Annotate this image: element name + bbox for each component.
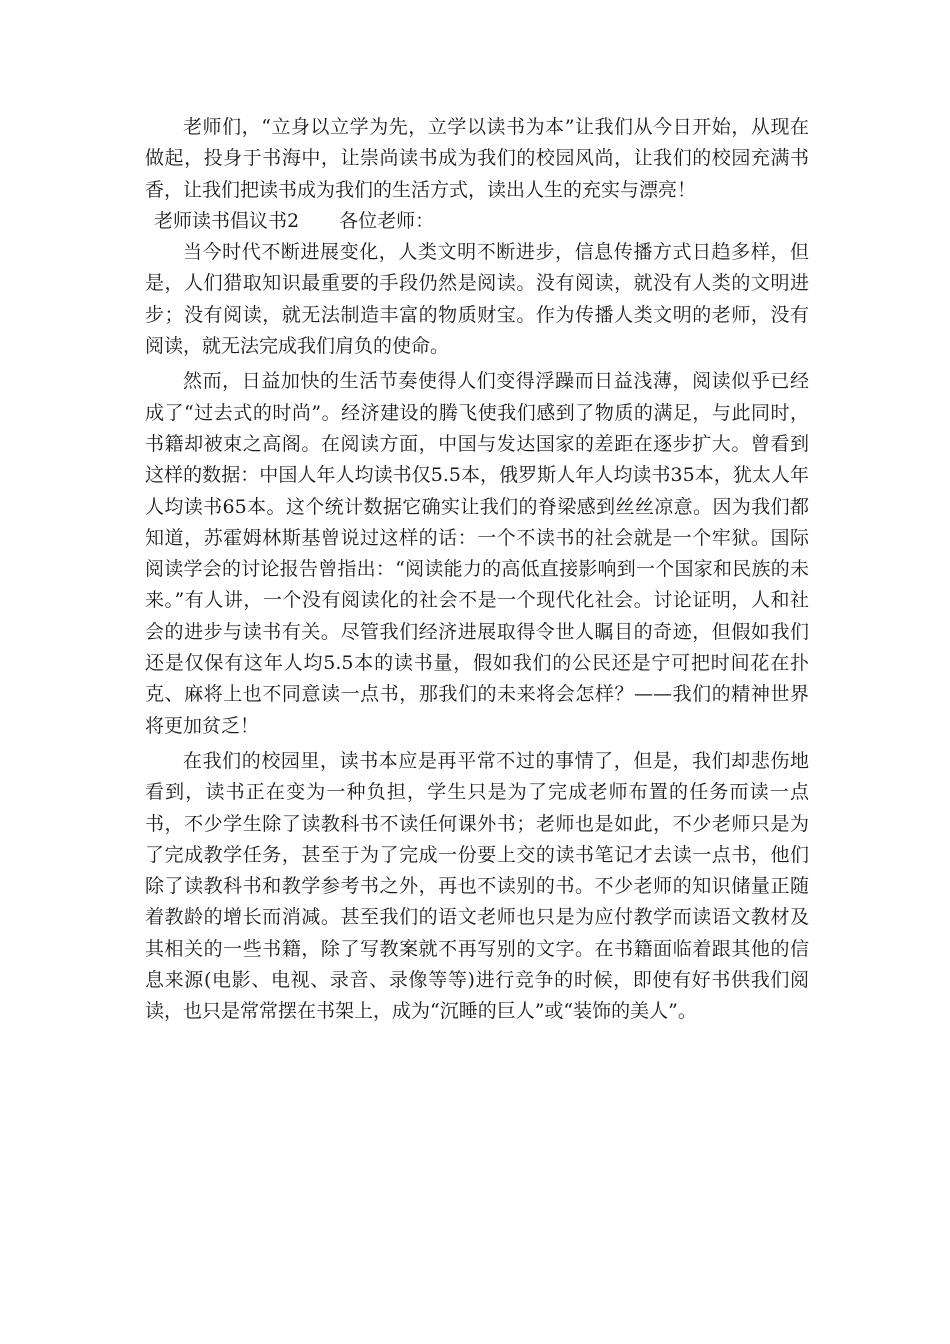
body-paragraph-2: 然而，日益加快的生活节奏使得人们变得浮躁而日益浅薄，阅读似乎已经成了“过去式的时尚”。经济建设的腾飞使我们感到了物质的满足，与此同时，书籍却被束之高阁。在阅读方面，中国与发达国家的差距在逐步扩大。曾看到这样的数据：中国人年人均读书仅5.5本，俄罗斯人年人均读书35本，犹太人年人均读书65本。这个统计数据它确实让我们的脊梁感到丝丝凉意。因为我们都知道，苏霍姆林斯基曾说过这样的话：一个不读书的社会就是一个牢狱。国际阅读学会的讨论报告曾指出：“阅读能力的高低直接影响到一个国家和民族的未来。”有人讲，一个没有阅读化的社会不是一个现代化社会。讨论证明，人和社会的进步与读书有关。尽管我们经济进展取得令世人瞩目的奇迹，但假如我们还是仅保有这年人均5.5本的读书量，假如我们的公民还是宁可把时间花在扑克、麻将上也不同意读一点书，那我们的未来将会怎样？——我们的精神世界将更加贫乏！ <box>145 370 809 737</box>
body-paragraph-1: 当今时代不断进展变化，人类文明不断进步，信息传播方式日趋多样，但是，人们猎取知识最重要的手段仍然是阅读。没有阅读，就没有人类的文明进步；没有阅读，就无法制造丰富的物质财宝。作为传播人类文明的老师，没有阅读，就无法完成我们肩负的使命。 <box>145 241 809 358</box>
body-paragraph-3: 在我们的校园里，读书本应是再平常不过的事情了，但是，我们却悲伤地看到，读书正在变为一种负担，学生只是为了完成老师布置的任务而读一点书，不少学生除了读教科书不读任何课外书；老师也是如此，不少老师只是为了完成教学任务，甚至于为了完成一份要上交的读书笔记才去读一点书，他们除了读教科书和教学参考书之外，再也不读别的书。不少老师的知识储量正随着教龄的增长而消减。甚至我们的语文老师也只是为应付教学而读语文教材及其相关的一些书籍，除了写教案就不再写别的文字。在书籍面临着跟其他的信息来源(电影、电视、录音、录像等等)进行竞争的时候，即使有好书供我们阅读，也只是常常摆在书架上，成为“沉睡的巨人”或“装饰的美人”。 <box>145 749 809 1023</box>
heading-title: 老师读书倡议书2 <box>154 209 300 232</box>
intro-paragraph: 老师们，“立身以立学为先，立学以读书为本”让我们从今日开始，从现在做起，投身于书海中，让崇尚读书成为我们的校园风尚，让我们的校园充满书香，让我们把读书成为我们的生活方式，读出人生的充实与漂亮！ <box>145 116 809 201</box>
document-heading <box>145 206 809 237</box>
document-page <box>145 112 809 1028</box>
heading-salutation: 各位老师： <box>339 209 435 232</box>
